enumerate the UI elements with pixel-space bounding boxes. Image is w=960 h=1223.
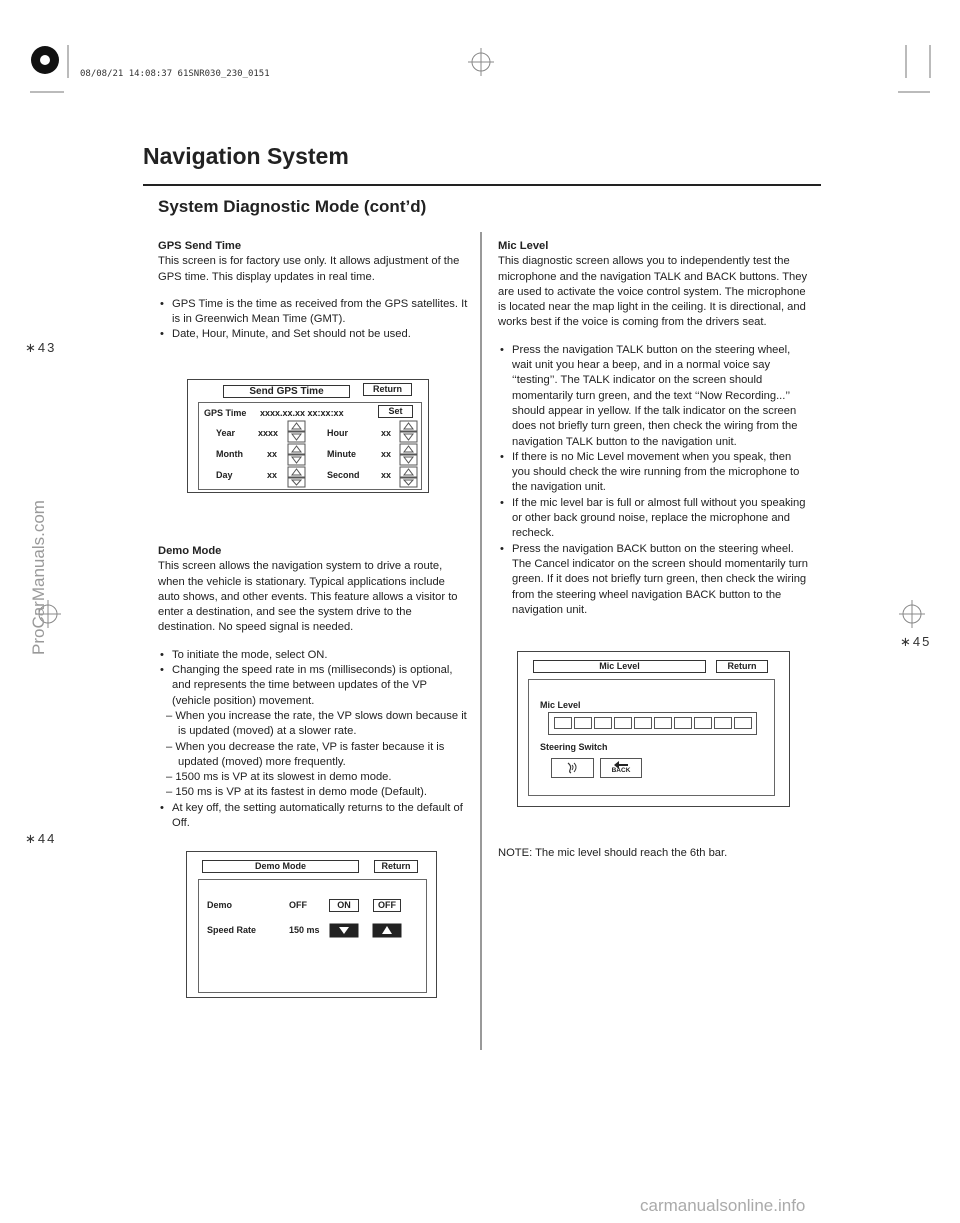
second-value: xx (381, 470, 392, 480)
spinner-up-icon (400, 444, 417, 454)
list-item: – 150 ms is VP at its fastest in demo mode (Default). (166, 786, 427, 799)
mic-level-bar (694, 717, 712, 729)
list-item: • Press the navigation BACK button on the steering wheel. The Cancel indicator on the screen should momentarily turn green. If it does not briefly turn green, then check the wiring from the steering wheel navigation BACK button to the navigation unit. (498, 542, 810, 618)
demo-section (158, 544, 468, 831)
spinner-down-icon (288, 432, 305, 442)
speed-rate-value: 150 ms (289, 925, 320, 935)
spinner-up-icon (400, 467, 417, 477)
mic-bullets (498, 343, 810, 618)
talk-indicator (551, 758, 594, 778)
back-indicator (600, 758, 642, 778)
list-item: • Date, Hour, Minute, and Set should not be used. (158, 327, 468, 342)
gps-intro: This screen is for factory use only. It allows adjustment of the GPS time. This display updates in real time. (158, 255, 460, 283)
spinner-up-icon (288, 467, 305, 477)
demo-intro: This screen allows the navigation system to drive a route, when the vehicle is stationary. Typical applications include auto shows, and other events. This feature allows a visitor to enter a destination, and see the system drive to the destination. No speed signal is needed. (158, 560, 458, 634)
mic-level-bar (594, 717, 612, 729)
mic-level-bar (714, 717, 732, 729)
talk-icon (552, 759, 593, 777)
mic-intro: This diagnostic screen allows you to independently test the microphone and the navigation TALK and BACK buttons. They are used to activate the voice control system. The microphone is located near the map light in the ceiling. It is directional, and works best if the voice is coming from the drivers seat. (498, 255, 808, 329)
screen-title: Demo Mode (202, 860, 359, 873)
second-label: Second (327, 470, 360, 480)
list-item: • Changing the speed rate in ms (milliseconds) is optional, and represents the time between updates of the VP (vehicle position) movement. (158, 663, 468, 709)
spinner-down-icon (400, 478, 417, 487)
spinner-up-icon (288, 421, 305, 431)
return-button[interactable]: Return (363, 383, 412, 396)
month-label: Month (216, 449, 243, 459)
spinner-up-icon (288, 444, 305, 454)
mic-level-bar (734, 717, 752, 729)
mic-level-bar (614, 717, 632, 729)
spinner-down-icon (400, 432, 417, 442)
list-item: – When you decrease the rate, VP is faster because it is updated (moved) more frequently. (166, 740, 445, 768)
day-value: xx (267, 470, 278, 480)
gps-bullets (158, 297, 468, 343)
on-button[interactable]: ON (329, 899, 359, 912)
year-label: Year (216, 428, 236, 438)
screen-title: Send GPS Time (223, 385, 350, 398)
gps-section (158, 239, 468, 343)
return-button[interactable]: Return (716, 660, 768, 673)
spinner-down-icon (288, 478, 305, 487)
month-value: xx (267, 449, 278, 459)
list-item: • Press the navigation TALK button on the steering wheel, wait unit you hear a beep, and in a normal voice say ‘‘testing’’. The TALK indicator on the screen should momentarily turn green, and the text ‘‘Now Recording...’’ should appear in yellow. If the talk indicator on the screen does not briefly turn green, then check the wiring from the navigation TALK button to the navigation unit. (498, 343, 810, 450)
margin-mark-45: ∗45 (900, 634, 932, 649)
right-spinner-column (398, 420, 420, 488)
mic-screen (517, 651, 790, 807)
list-item: • If the mic level bar is full or almost full without you speaking or other back ground noise, replace the microphone and recheck. (498, 496, 810, 542)
list-item: • GPS Time is the time as received from the GPS satellites. It is in Greenwich Mean Time (GMT). (158, 297, 468, 328)
spinner-down-icon (288, 455, 305, 465)
list-item: • To initiate the mode, select ON. (158, 648, 468, 663)
gps-time-label: GPS Time (204, 408, 247, 418)
gps-heading: GPS Send Time (158, 240, 242, 252)
gps-screen (187, 379, 429, 493)
steering-switch-label: Steering Switch (540, 742, 608, 752)
list-item: • At key off, the setting automatically returns to the default of Off. (158, 801, 468, 832)
year-value: xxxx (258, 428, 279, 438)
return-button[interactable]: Return (374, 860, 418, 873)
day-label: Day (216, 470, 233, 480)
screen-title: Mic Level (533, 660, 706, 673)
spinner-up-icon (400, 421, 417, 431)
list-item: – 1500 ms is VP at its slowest in demo mode. (166, 771, 392, 784)
list-item: – When you increase the rate, the VP slows down because it is updated (moved) at a slower rate. (166, 709, 467, 738)
demo-value: OFF (289, 900, 307, 910)
minute-label: Minute (327, 449, 356, 459)
mic-level-label: Mic Level (540, 700, 581, 710)
side-watermark: ProCarManuals.com (29, 500, 48, 655)
list-item: • If there is no Mic Level movement when you speak, then you should check the wire running from the microphone to the navigation unit. (498, 450, 810, 496)
demo-label: Demo (207, 900, 233, 910)
demo-heading: Demo Mode (158, 545, 222, 557)
minute-value: xx (381, 449, 392, 459)
left-spinner-column (286, 420, 308, 488)
speed-rate-label: Speed Rate (207, 925, 257, 935)
section-title: System Diagnostic Mode (cont’d) (158, 197, 427, 216)
margin-mark-43: ∗43 (25, 340, 57, 355)
mic-level-meter (548, 712, 757, 735)
mic-level-bar (654, 717, 672, 729)
back-label: BACK (611, 767, 631, 774)
demo-bullets (158, 648, 468, 832)
hour-value: xx (381, 428, 392, 438)
mic-level-bar (634, 717, 652, 729)
speed-down-button[interactable] (329, 923, 359, 938)
set-button[interactable]: Set (378, 405, 413, 418)
off-button[interactable]: OFF (373, 899, 401, 912)
gps-time-value: xxxx.xx.xx xx:xx:xx (260, 408, 344, 418)
margin-mark-44: ∗44 (25, 831, 57, 846)
mic-level-bar (554, 717, 572, 729)
speed-up-button[interactable] (372, 923, 402, 938)
mic-level-bar (574, 717, 592, 729)
mic-note: NOTE: The mic level should reach the 6th bar. (498, 847, 728, 859)
mic-heading: Mic Level (498, 240, 549, 252)
print-stamp: 08/08/21 14:08:37 61SNR030_230_0151 (80, 69, 270, 79)
page-title: Navigation System (143, 143, 349, 169)
mic-level-bar (674, 717, 692, 729)
hour-label: Hour (327, 428, 348, 438)
mic-section (498, 239, 810, 618)
footer-watermark: carmanualsonline.info (640, 1196, 806, 1215)
demo-screen (186, 851, 437, 998)
spinner-down-icon (400, 455, 417, 465)
